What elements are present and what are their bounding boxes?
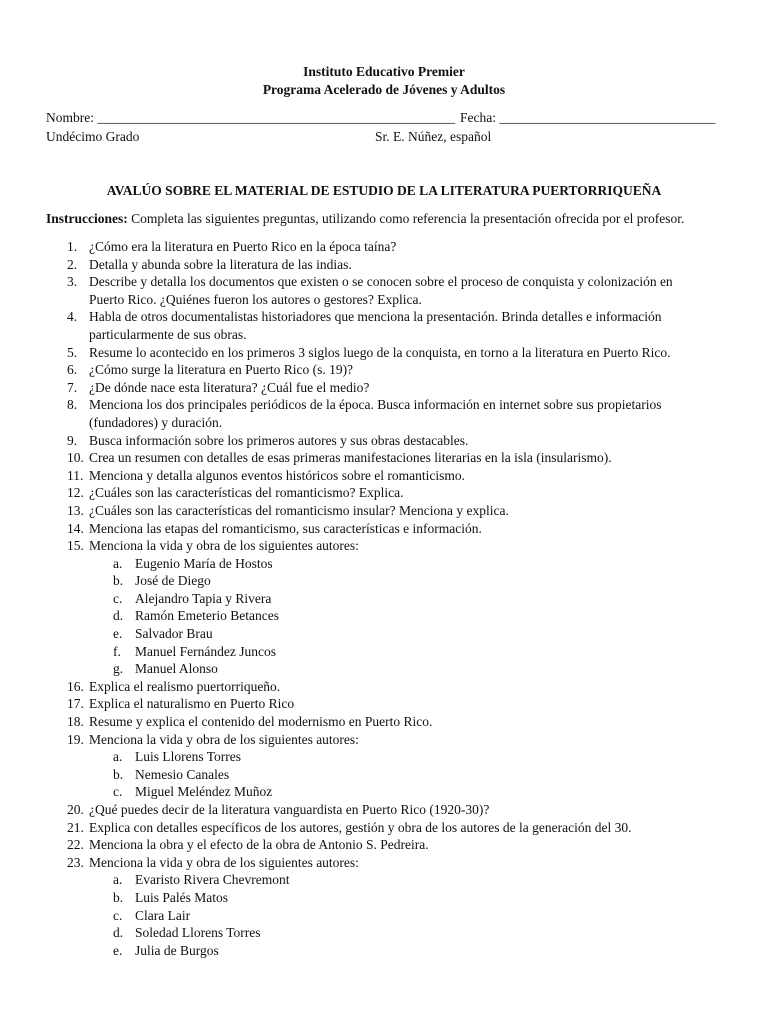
author-name: Salvador Brau [135,626,213,642]
question-text: Busca información sobre los primeros autores y sus obras destacables. [89,432,469,448]
question-number: 8. [67,397,78,413]
question-text: Detalla y abunda sobre la literatura de las indias. [89,256,352,272]
author-item [89,660,699,678]
question-number: 23. [67,854,84,870]
question-item [0,537,699,678]
question-number: 20. [67,802,84,817]
instructions-text: Completa las siguientes preguntas, utilizando como referencia la presentación ofrecida por el profesor. [127,211,685,226]
author-name: Alejandro Tapia y Rivera [135,590,272,606]
author-sublist [89,748,699,801]
question-number: 11. [67,467,84,483]
author-item [89,889,699,907]
question-item [0,695,699,713]
author-item [89,942,699,960]
author-name: Luis Palés Matos [135,889,228,905]
author-letter: g. [113,661,124,677]
question-number: 7. [67,379,78,395]
author-letter: c. [113,907,123,923]
question-item [0,836,699,854]
instructions [46,211,746,227]
author-item [89,572,699,590]
question-number: 12. [67,485,84,501]
question-number: 13. [67,502,84,518]
question-number: 18. [67,714,84,730]
question-text: Describe y detalla los documentos que existen o se conocen sobre el proceso de conquista y colonización en Puerto Rico. ¿Quiénes fueron los autores o gestores? Explica. [89,274,673,307]
question-text: Menciona y detalla algunos eventos históricos sobre el romanticismo. [89,467,466,483]
question-number: 22. [67,837,84,853]
question-item [0,520,699,538]
author-name: Eugenio María de Hostos [135,555,273,571]
question-text: ¿Cuáles son las características del romanticismo? Explica. [89,485,404,501]
question-number: 2. [67,256,78,272]
question-text: Menciona la vida y obra de los siguientes autores: [89,731,359,747]
question-item [0,432,699,450]
question-text: Menciona los dos principales periódicos de la época. Busca información en internet sobre sus propietarios (fundadores) y duración. [89,397,662,430]
author-letter: b. [113,573,124,589]
question-text: Explica el naturalismo en Puerto Rico [89,696,295,712]
question-text: Menciona las etapas del romanticismo, sus características e información. [89,520,482,536]
author-letter: a. [113,555,123,571]
author-name: Evaristo Rivera Chevremont [135,872,290,888]
question-text: Crea un resumen con detalles de esas primeras manifestaciones literarias en la isla (insularismo). [89,450,612,466]
author-name: Miguel Meléndez Muñoz [135,784,273,800]
question-item [0,256,699,274]
question-text: ¿Cómo era la literatura en Puerto Rico en la época taína? [89,239,397,254]
author-item [89,625,699,643]
author-item [89,871,699,889]
author-letter: d. [113,925,124,941]
author-name: Luis Llorens Torres [135,749,242,765]
question-text: Menciona la obra y el efecto de la obra de Antonio S. Pedreira. [89,837,429,853]
grade-label: Undécimo Grado [46,129,140,144]
instructions-label: Instrucciones: [46,211,128,226]
author-letter: a. [113,749,123,765]
author-item [89,766,699,784]
question-item [0,713,699,731]
author-item [89,783,699,801]
question-text: Resume lo acontecido en los primeros 3 siglos luego de la conquista, en torno a la literatura en Puerto Rico. [89,344,671,360]
author-letter: a. [113,872,123,888]
author-item [89,590,699,608]
author-name: Manuel Fernández Juncos [135,643,276,659]
question-text: ¿Cuáles son las características del romanticismo insular? Menciona y explica. [89,502,509,518]
question-item [0,238,699,256]
question-item [0,344,699,362]
question-item [0,484,699,502]
name-field-label: Nombre: _____________________________________________________ [46,110,456,125]
question-text: Explica el realismo puertorriqueño. [89,678,281,694]
question-number: 6. [67,362,78,378]
program-name: Programa Acelerado de Jóvenes y Adultos [262,82,506,97]
question-text: Resume y explica el contenido del modernismo en Puerto Rico. [89,714,433,730]
question-text: ¿Cómo surge la literatura en Puerto Rico (s. 19)? [89,362,354,378]
author-name: Manuel Alonso [135,661,218,677]
question-number: 4. [67,309,78,325]
author-item [89,607,699,625]
author-name: Soledad Llorens Torres [135,925,261,941]
question-number: 14. [67,520,84,536]
question-item [0,678,699,696]
question-number: 17. [67,696,84,712]
question-item [0,379,699,397]
author-item [89,748,699,766]
question-item [0,361,699,379]
author-letter: c. [113,784,123,800]
question-item [0,731,699,801]
question-text: ¿Qué puedes decir de la literatura vanguardista en Puerto Rico (1920-30)? [89,802,490,817]
question-number: 5. [67,344,78,360]
question-item [0,449,699,467]
question-item [0,467,699,485]
author-item [89,924,699,942]
question-text: Explica con detalles específicos de los autores, gestión y obra de los autores de la generación del 30. [89,819,632,835]
question-item [0,308,699,343]
author-letter: f. [113,643,121,659]
question-item [0,396,699,431]
author-letter: d. [113,608,124,624]
author-item [89,907,699,925]
question-text: Habla de otros documentalistas historiadores que menciona la presentación. Brinda detalles e información particularmente de sus obras. [89,309,662,342]
author-sublist [89,871,699,959]
question-number: 21. [67,819,84,835]
author-item [89,555,699,573]
question-text: ¿De dónde nace esta literatura? ¿Cuál fue el medio? [89,379,370,395]
question-number: 10. [67,450,84,466]
question-item [0,502,699,520]
question-item [0,854,699,960]
school-name: Instituto Educativo Premier [303,64,465,79]
question-text: Menciona la vida y obra de los siguientes autores: [89,538,359,554]
author-letter: e. [113,626,123,642]
author-letter: b. [113,766,124,782]
date-field-label: Fecha: ________________________________ [460,110,716,125]
author-letter: c. [113,590,123,606]
question-item [0,273,699,308]
question-text: Menciona la vida y obra de los siguientes autores: [89,854,359,870]
question-number: 16. [67,678,84,694]
author-sublist [89,555,699,678]
question-number: 1. [67,239,78,254]
document-title: AVALÚO SOBRE EL MATERIAL DE ESTUDIO DE LA LITERATURA PUERTORRIQUEÑA [106,183,662,198]
question-number: 3. [67,274,78,290]
question-number: 19. [67,731,84,747]
question-item [0,801,699,819]
question-item [0,819,699,837]
author-letter: e. [113,942,123,958]
author-letter: b. [113,889,124,905]
question-number: 15. [67,538,84,554]
author-name: Nemesio Canales [135,766,230,782]
author-name: Julia de Burgos [135,942,219,958]
question-list [0,238,768,959]
question-number: 9. [67,432,78,448]
author-name: José de Diego [135,573,211,589]
teacher-label: Sr. E. Núñez, español [375,129,492,144]
author-item [89,643,699,661]
author-name: Clara Lair [135,907,191,923]
author-name: Ramón Emeterio Betances [135,608,279,624]
